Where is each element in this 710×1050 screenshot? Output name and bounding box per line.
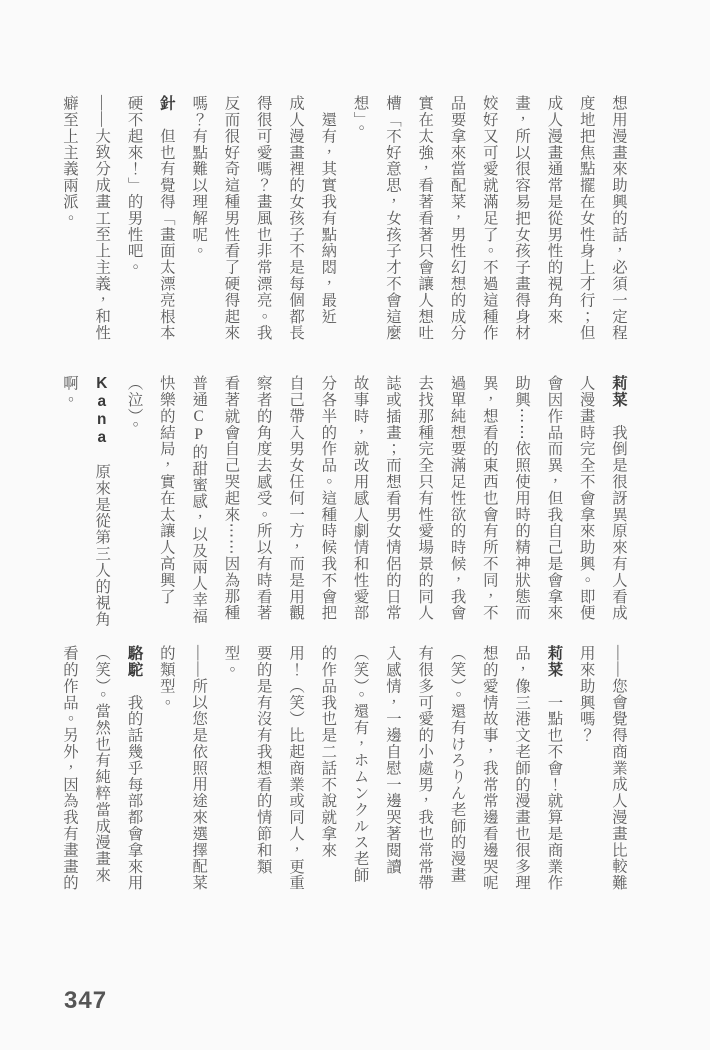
text-column bbox=[53, 645, 85, 905]
text-run: 想」。 bbox=[351, 95, 369, 137]
text-column bbox=[537, 95, 569, 355]
page-number: 347 bbox=[64, 987, 108, 1014]
text-run: （笑）。還有，ホムンクルス老師 bbox=[351, 645, 369, 884]
text-column bbox=[311, 375, 343, 635]
text-run: 自己帶入男女任何一方，而是用觀 bbox=[287, 375, 305, 621]
text-run: 成人漫畫裡的女孩子不是每個都長 bbox=[287, 95, 305, 341]
text-column bbox=[246, 645, 278, 905]
text-column bbox=[85, 375, 117, 635]
text-column bbox=[569, 645, 601, 905]
speaker-name: 莉菜 bbox=[610, 375, 627, 408]
text-run: 異，想看的東西也會有所不同，不 bbox=[480, 375, 498, 621]
text-run: （泣）。 bbox=[125, 375, 143, 433]
text-run: 品，像三港文老師的漫畫也很多理 bbox=[513, 645, 531, 891]
text-column bbox=[117, 95, 149, 355]
text-column bbox=[602, 95, 634, 355]
text-column bbox=[214, 645, 246, 905]
speaker-name: 針 bbox=[157, 95, 175, 112]
text-run: 但也有覺得「畫面太漂亮根本 bbox=[157, 111, 175, 342]
speaker-name: Kana bbox=[93, 375, 111, 447]
text-run: 察者的角度去感受。所以有時看著 bbox=[254, 375, 272, 621]
text-block-bottom bbox=[50, 645, 634, 905]
text-run: 的甜蜜感，以及兩人幸福 bbox=[190, 443, 208, 625]
text-column bbox=[150, 645, 182, 905]
text-run: 去找那種完全只有性愛場景的同人 bbox=[416, 375, 434, 621]
text-run: 一點也不會！就算是商業作 bbox=[545, 677, 563, 892]
text-column bbox=[182, 95, 214, 355]
text-run: 癖至上主義兩派。 bbox=[60, 95, 78, 227]
text-column bbox=[117, 645, 149, 905]
text-run: 畫，所以很容易把女孩子畫得身材 bbox=[513, 95, 531, 341]
text-run: 助興⋯⋯依照使用時的精神狀態而 bbox=[513, 375, 531, 621]
text-block-top bbox=[50, 95, 634, 355]
text-run: 故事時，就改用感人劇情和性愛部 bbox=[351, 375, 369, 621]
text-run: 度地把焦點擺在女性身上才行；但 bbox=[577, 95, 595, 341]
text-run: ——大致分成畫工至上主義，和性 bbox=[93, 95, 111, 341]
text-column bbox=[376, 95, 408, 355]
text-column bbox=[376, 375, 408, 635]
text-column bbox=[214, 375, 246, 635]
text-run: 看的作品。另外，因為我有畫畫的 bbox=[60, 645, 78, 891]
text-run: 槽「不好意思，女孩子才不會這麼 bbox=[383, 95, 401, 341]
text-column bbox=[343, 645, 375, 905]
text-run: 普通 bbox=[190, 375, 208, 408]
text-column bbox=[602, 645, 634, 905]
text-column bbox=[440, 375, 472, 635]
text-run: 有很多可愛的小處男，我也常常帶 bbox=[416, 645, 434, 891]
text-column bbox=[279, 645, 311, 905]
text-column bbox=[279, 95, 311, 355]
text-run: 的作品我也是二話不說就拿來 bbox=[319, 645, 337, 859]
text-run: 用！（笑）比起商業或同人，更重 bbox=[287, 645, 305, 891]
text-run: 品要拿來當配菜，男性幻想的成分 bbox=[448, 95, 466, 341]
text-run: 想用漫畫來助興的話，必須一定程 bbox=[610, 95, 627, 341]
text-column bbox=[505, 645, 537, 905]
text-run: 得很可愛嗎？畫風也非常漂亮。我 bbox=[254, 95, 272, 341]
text-run: 誌或插畫；而想看男女情侶的日常 bbox=[383, 375, 401, 621]
text-run: 的類型。 bbox=[157, 645, 175, 711]
text-column bbox=[473, 645, 505, 905]
text-run: ——您會覺得商業成人漫畫比較難 bbox=[610, 645, 627, 891]
text-run: 反而很好奇這種男性看了硬得起來 bbox=[222, 95, 240, 341]
text-column bbox=[408, 95, 440, 355]
text-column bbox=[311, 645, 343, 905]
text-column bbox=[53, 95, 85, 355]
text-column bbox=[440, 95, 472, 355]
text-column bbox=[279, 375, 311, 635]
text-run: （笑）。當然也有純粹當成漫畫來 bbox=[93, 645, 111, 884]
text-column bbox=[214, 95, 246, 355]
text-run: 型。 bbox=[222, 645, 240, 678]
text-run: 過單純想要滿足性欲的時候，我會 bbox=[448, 375, 466, 621]
text-column bbox=[505, 95, 537, 355]
text-column bbox=[85, 95, 117, 355]
text-run: 分各半的作品。這種時候我不會把 bbox=[319, 375, 337, 621]
text-column bbox=[569, 375, 601, 635]
text-run: 用來助興嗎？ bbox=[577, 645, 595, 744]
text-run: 看著就會自己哭起來⋯⋯因為那種 bbox=[222, 375, 240, 621]
text-column bbox=[440, 645, 472, 905]
text-column bbox=[246, 375, 278, 635]
text-column bbox=[473, 375, 505, 635]
text-run: 我倒是很訝異原來有人看成 bbox=[610, 407, 627, 622]
text-column bbox=[343, 95, 375, 355]
text-run: 成人漫畫通常是從男性的視角來 bbox=[545, 95, 563, 325]
text-column bbox=[182, 375, 214, 635]
text-run: 入感情，一邊自慰一邊哭著閱讀 bbox=[383, 645, 401, 875]
text-run: 嗎？有點難以理解呢。 bbox=[190, 95, 208, 259]
text-run: 原來是從第三人的視角 bbox=[93, 447, 111, 628]
text-column bbox=[182, 645, 214, 905]
text-column bbox=[408, 375, 440, 635]
speaker-name: 駱駝 bbox=[125, 645, 143, 678]
text-column bbox=[537, 375, 569, 635]
text-column bbox=[537, 645, 569, 905]
text-column bbox=[569, 95, 601, 355]
text-run: 我的話幾乎每部都會拿來用 bbox=[125, 677, 143, 892]
text-column bbox=[150, 95, 182, 355]
text-run: （笑）。還有けろりん老師的漫畫 bbox=[448, 645, 466, 884]
text-column bbox=[408, 645, 440, 905]
text-run: ——所以您是依照用途來選擇配菜 bbox=[190, 645, 208, 891]
text-run: 姣好又可愛就滿足了。不過這種作 bbox=[480, 95, 498, 341]
text-run: 實在太強，看著看著只會讓人想吐 bbox=[416, 95, 434, 341]
text-column bbox=[343, 375, 375, 635]
text-column bbox=[505, 375, 537, 635]
text-run: 還有，其實我有點納悶，最近 bbox=[319, 95, 337, 325]
text-column bbox=[246, 95, 278, 355]
text-column bbox=[376, 645, 408, 905]
text-block-middle bbox=[50, 375, 634, 635]
text-column bbox=[150, 375, 182, 635]
text-run: 要的是有沒有我想看的情節和類 bbox=[254, 645, 272, 875]
text-run: 想的愛情故事，我常常邊看邊哭呢 bbox=[480, 645, 498, 891]
text-run: 快樂的結局，實在太讓人高興了 bbox=[157, 375, 175, 605]
text-run: CP bbox=[190, 407, 208, 444]
text-column bbox=[311, 95, 343, 355]
text-run: 啊。 bbox=[60, 375, 78, 408]
text-column bbox=[602, 375, 634, 635]
text-column bbox=[53, 375, 85, 635]
speaker-name: 莉菜 bbox=[545, 645, 563, 678]
text-column bbox=[473, 95, 505, 355]
text-column bbox=[85, 645, 117, 905]
text-run: 會因作品而異，但我自己是會拿來 bbox=[545, 375, 563, 621]
text-column bbox=[117, 375, 149, 635]
text-run: 人漫畫時完全不會拿來助興。即便 bbox=[577, 375, 595, 621]
text-run: 硬不起來！」的男性吧。 bbox=[125, 95, 143, 276]
